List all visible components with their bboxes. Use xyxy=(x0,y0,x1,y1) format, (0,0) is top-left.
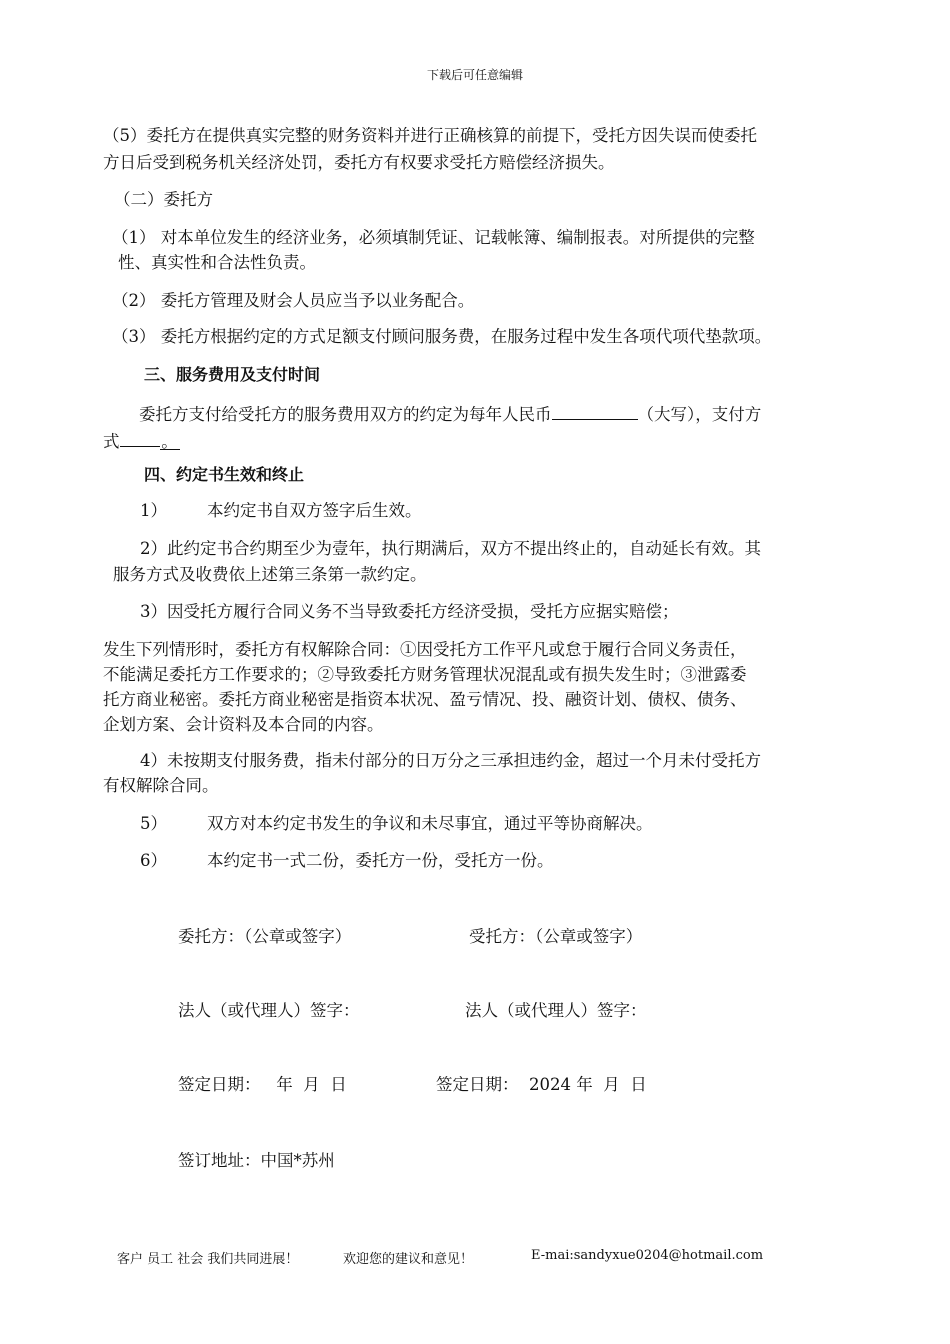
term-item-4-line1: 4）未按期支付服务费，指未付部分的日万分之三承担违约金，超过一个月未付受托方 xyxy=(140,751,761,770)
client-item-3: （3） 委托方根据约定的方式足额支付顾问服务费，在服务过程中发生各项代项代垫款项。 xyxy=(112,327,772,346)
client-sign-date: 签定日期： 年 月 日 xyxy=(178,1075,347,1094)
section-client-heading: （二）委托方 xyxy=(114,190,213,209)
fee-text-after: （大写），支付方 xyxy=(637,405,762,424)
heading-effect-termination: 四、约定书生效和终止 xyxy=(144,465,305,484)
term-item-1 xyxy=(140,499,910,522)
term-item-3: 3）因受托方履行合同义务不当导致委托方经济受损，受托方应据实赔偿； xyxy=(140,602,679,621)
termination-line2: 不能满足委托方工作要求的；②导致委托方财务管理状况混乱或有损失发生时；③泄露委 xyxy=(103,665,747,684)
term-item-5 xyxy=(140,812,910,835)
client-seal-line: 委托方：（公章或签字） xyxy=(178,927,352,946)
fee-method-label: 式 xyxy=(103,432,120,451)
agent-seal-line: 受托方：（公章或签字） xyxy=(469,927,643,946)
fee-amount-blank xyxy=(552,400,638,420)
term-item-1-text: 本约定书自双方签字后生效。 xyxy=(207,501,422,520)
footer-welcome: 欢迎您的建议和意见！ xyxy=(343,1252,474,1267)
fee-text-before: 委托方支付给受托方的服务费用双方的约定为每年人民币 xyxy=(139,405,552,424)
term-item-6-number: 6） xyxy=(140,851,167,870)
term-item-2-line2: 服务方式及收费依上述第三条第一款约定。 xyxy=(113,565,427,584)
heading-fees: 三、服务费用及支付时间 xyxy=(144,365,321,384)
fee-paragraph-line1 xyxy=(139,400,909,426)
clause-5-line1: （5）委托方在提供真实完整的财务资料并进行正确核算的前提下，受托方因失误而使委托 xyxy=(103,126,757,145)
term-item-6 xyxy=(140,849,910,872)
fee-paragraph-line2 xyxy=(103,427,873,453)
termination-line1: 发生下列情形时，委托方有权解除合同：①因受托方工作平凡或怠于履行合同义务责任， xyxy=(103,640,747,659)
client-item-2: （2） 委托方管理及财会人员应当予以业务配合。 xyxy=(112,291,475,310)
agent-sign-date: 签定日期： 2024 年 月 日 xyxy=(436,1075,647,1094)
termination-line3: 托方商业秘密。委托方商业秘密是指资本状况、盈亏情况、投、融资计划、债权、债务、 xyxy=(103,690,747,709)
term-item-4-line2: 有权解除合同。 xyxy=(103,776,219,795)
fee-method-end: 。 xyxy=(161,432,178,451)
agent-legal-signature: 法人（或代理人）签字： xyxy=(465,1001,647,1020)
footer-slogan: 客户 员工 社会 我们共同进展！ xyxy=(117,1252,299,1267)
fee-method-blank xyxy=(120,427,160,447)
client-item-1-line1: （1） 对本单位发生的经济业务，必须填制凭证、记载帐簿、编制报表。对所提供的完整 xyxy=(112,228,755,247)
term-item-2-line1: 2）此约定书合约期至少为壹年，执行期满后，双方不提出终止的，自动延长有效。其 xyxy=(140,539,761,558)
clause-5-line2: 方日后受到税务机关经济处罚，委托方有权要求受托方赔偿经济损失。 xyxy=(103,153,615,172)
sign-place: 签订地址：中国*苏州 xyxy=(178,1151,335,1170)
page-header: 下载后可任意编辑 xyxy=(426,68,523,82)
client-item-1-line2: 性、真实性和合法性负责。 xyxy=(118,253,316,272)
term-item-5-text: 双方对本约定书发生的争议和未尽事宜，通过平等协商解决。 xyxy=(207,814,653,833)
client-legal-signature: 法人（或代理人）签字： xyxy=(178,1001,360,1020)
term-item-6-text: 本约定书一式二份，委托方一份，受托方一份。 xyxy=(207,851,554,870)
term-item-5-number: 5） xyxy=(140,814,167,833)
term-item-1-number: 1） xyxy=(140,501,167,520)
footer-email: E-mai:sandyxue0204@hotmail.com xyxy=(531,1248,764,1263)
termination-line4: 企划方案、会计资料及本合同的内容。 xyxy=(103,715,384,734)
